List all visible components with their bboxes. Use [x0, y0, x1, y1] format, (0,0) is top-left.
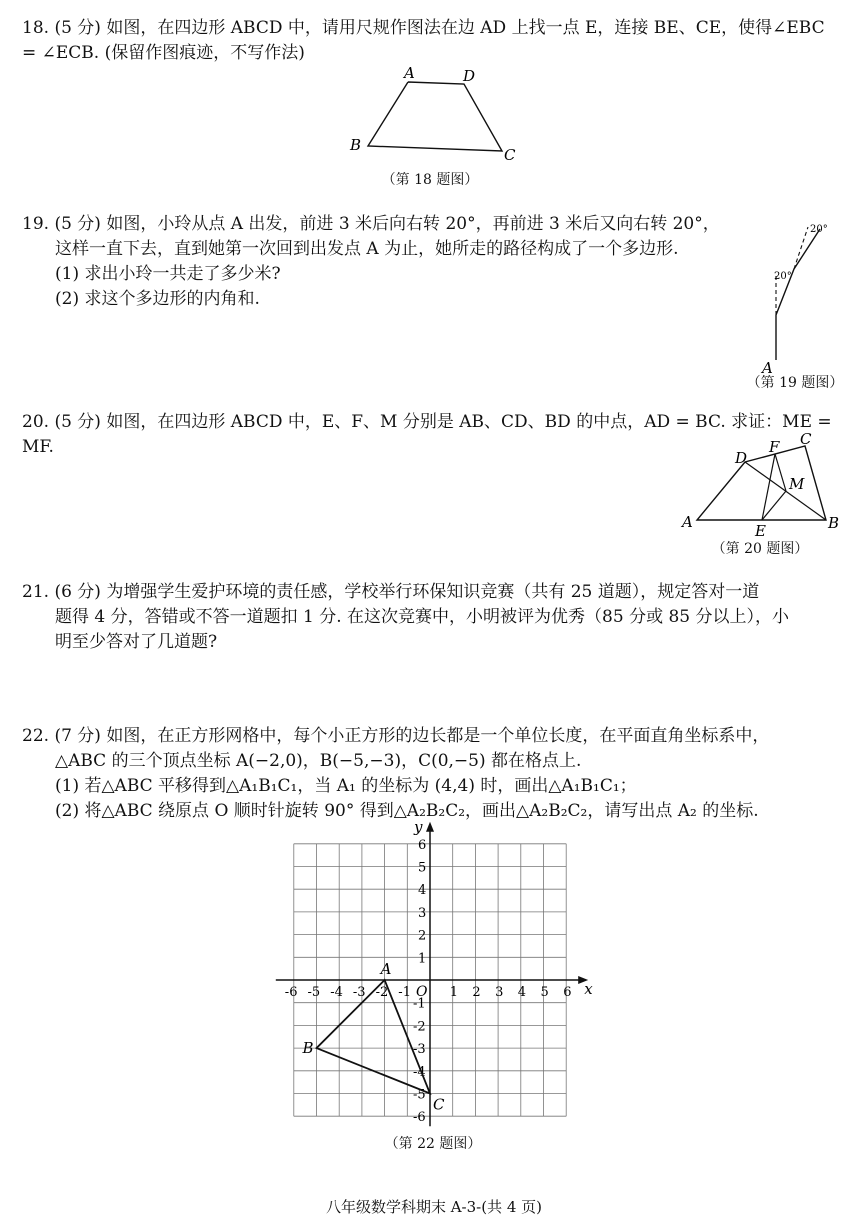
x-tick-label: -2 — [375, 985, 389, 1000]
q19-label-A: A — [762, 359, 773, 375]
q19-text-line2: 这样一直下去，直到她第一次回到出发点 A 为止，她所走的路径构成了一个多边形. — [55, 239, 679, 259]
q18-label-A: A — [404, 64, 415, 82]
question-18 — [22, 16, 842, 66]
y-tick-label: -3 — [413, 1042, 426, 1058]
q20-label-D: D — [735, 449, 748, 467]
y-tick-label: -6 — [413, 1110, 426, 1126]
q22-label-B: B — [302, 1039, 314, 1058]
q21-text-line3: 明至少答对了几道题? — [55, 632, 218, 652]
page-footer: 八年级数学科期末 A-3-(共 4 页) — [325, 1198, 543, 1216]
y-tick-label: -4 — [413, 1064, 426, 1080]
q19-angle-label-1: 20° — [774, 271, 792, 282]
q18-label-D: D — [463, 67, 476, 85]
q20-label-F: F — [769, 438, 780, 456]
y-axis-arrow — [426, 822, 434, 832]
x-tick-label: -4 — [330, 985, 343, 1000]
q20-caption: （第 20 题图） — [711, 541, 809, 557]
x-tick-label: 6 — [563, 985, 572, 1000]
x-tick-label: 5 — [540, 985, 549, 1000]
question-21 — [22, 580, 842, 655]
x-tick-label: -3 — [352, 985, 366, 1000]
q18-label-B: B — [350, 136, 362, 154]
q20-text-line1: 20. (5 分) 如图，在四边形 ABCD 中，E、F、M 分别是 AB、CD、BD 的中点，AD = BC. 求证：ME = MF. — [22, 412, 832, 457]
x-tick-label: -1 — [398, 985, 411, 1000]
q19-caption: （第 19 题图） — [746, 375, 844, 391]
origin-label: O — [416, 984, 428, 1000]
y-tick-label: -1 — [413, 996, 426, 1012]
y-tick-label: 5 — [418, 860, 427, 876]
x-tick-label: 3 — [495, 985, 504, 1000]
x-tick-label: -6 — [284, 985, 298, 1000]
q19-text-line1: 19. (5 分) 如图，小玲从点 A 出发，前进 3 米后向右转 20°，再前进 3 米后又向右转 20°， — [22, 214, 720, 234]
x-tick-label: -5 — [307, 985, 321, 1000]
x-axis-label: x — [584, 980, 593, 998]
y-axis-label: y — [414, 818, 423, 836]
x-tick-label: 1 — [449, 985, 458, 1000]
question-22 — [22, 724, 842, 824]
q22-text-line4: (2) 将△ABC 绕原点 O 顺时针旋转 90° 得到△A₂B₂C₂，画出△A₂B₂C₂，请写出点 A₂ 的坐标. — [55, 801, 759, 821]
q22-coordinate-grid — [270, 818, 600, 1130]
y-tick-label: 4 — [418, 883, 427, 899]
y-tick-label: 1 — [418, 951, 427, 967]
y-tick-label: -2 — [413, 1019, 426, 1035]
x-tick-label: 2 — [472, 985, 481, 1000]
q19-text-line3: (1) 求出小玲一共走了多少米? — [55, 264, 281, 284]
q20-label-C: C — [800, 432, 812, 448]
q18-text-line2: = ∠ECB. (保留作图痕迹，不写作法) — [22, 43, 305, 63]
q20-figure-quadrilateral — [680, 432, 850, 540]
q20-label-B: B — [828, 514, 840, 532]
q20-label-E: E — [755, 522, 766, 540]
q18-caption: （第 18 题图） — [381, 172, 479, 188]
x-tick-label: 4 — [517, 985, 527, 1000]
y-tick-label: -5 — [413, 1087, 426, 1103]
q20-label-A: A — [682, 513, 693, 531]
q22-label-A: A — [380, 960, 392, 978]
q18-label-C: C — [504, 146, 516, 164]
q22-caption: （第 22 题图） — [384, 1136, 482, 1152]
q22-text-line2: △ABC 的三个顶点坐标 A(−2,0)，B(−5,−3)，C(0,−5) 都在格点上. — [55, 751, 582, 771]
q22-text-line1: 22. (7 分) 如图，在正方形网格中，每个小正方形的边长都是一个单位长度，在平面直角坐标系中， — [22, 726, 770, 746]
q21-text-line1: 21. (6 分) 为增强学生爱护环境的责任感，学校举行环保知识竞赛（共有 25 道题），规定答对一道 — [22, 582, 760, 602]
axes — [276, 818, 593, 1126]
tick-labels — [285, 838, 572, 1125]
y-tick-label: 3 — [418, 905, 427, 921]
q19-figure-path — [750, 215, 850, 375]
q18-figure-quadrilateral — [340, 64, 530, 168]
y-tick-label: 6 — [418, 837, 427, 853]
q19-angle-label-2: 20° — [810, 224, 828, 235]
q22-label-C: C — [433, 1095, 445, 1114]
q18-text-line1: 18. (5 分) 如图，在四边形 ABCD 中，请用尺规作图法在边 AD 上找一点 E，连接 BE、CE，使得∠EBC — [22, 18, 825, 38]
q20-label-M: M — [789, 475, 805, 493]
q21-text-line2: 题得 4 分，答错或不答一道题扣 1 分. 在这次竞赛中，小明被评为优秀（85 分或 85 分以上），小 — [55, 607, 790, 627]
q22-text-line3: (1) 若△ABC 平移得到△A₁B₁C₁，当 A₁ 的坐标为 (4,4) 时，画出△A₁B₁C₁； — [55, 776, 637, 796]
question-19 — [22, 212, 762, 312]
y-tick-label: 2 — [418, 928, 427, 944]
q19-text-line4: (2) 求这个多边形的内角和. — [55, 289, 260, 309]
